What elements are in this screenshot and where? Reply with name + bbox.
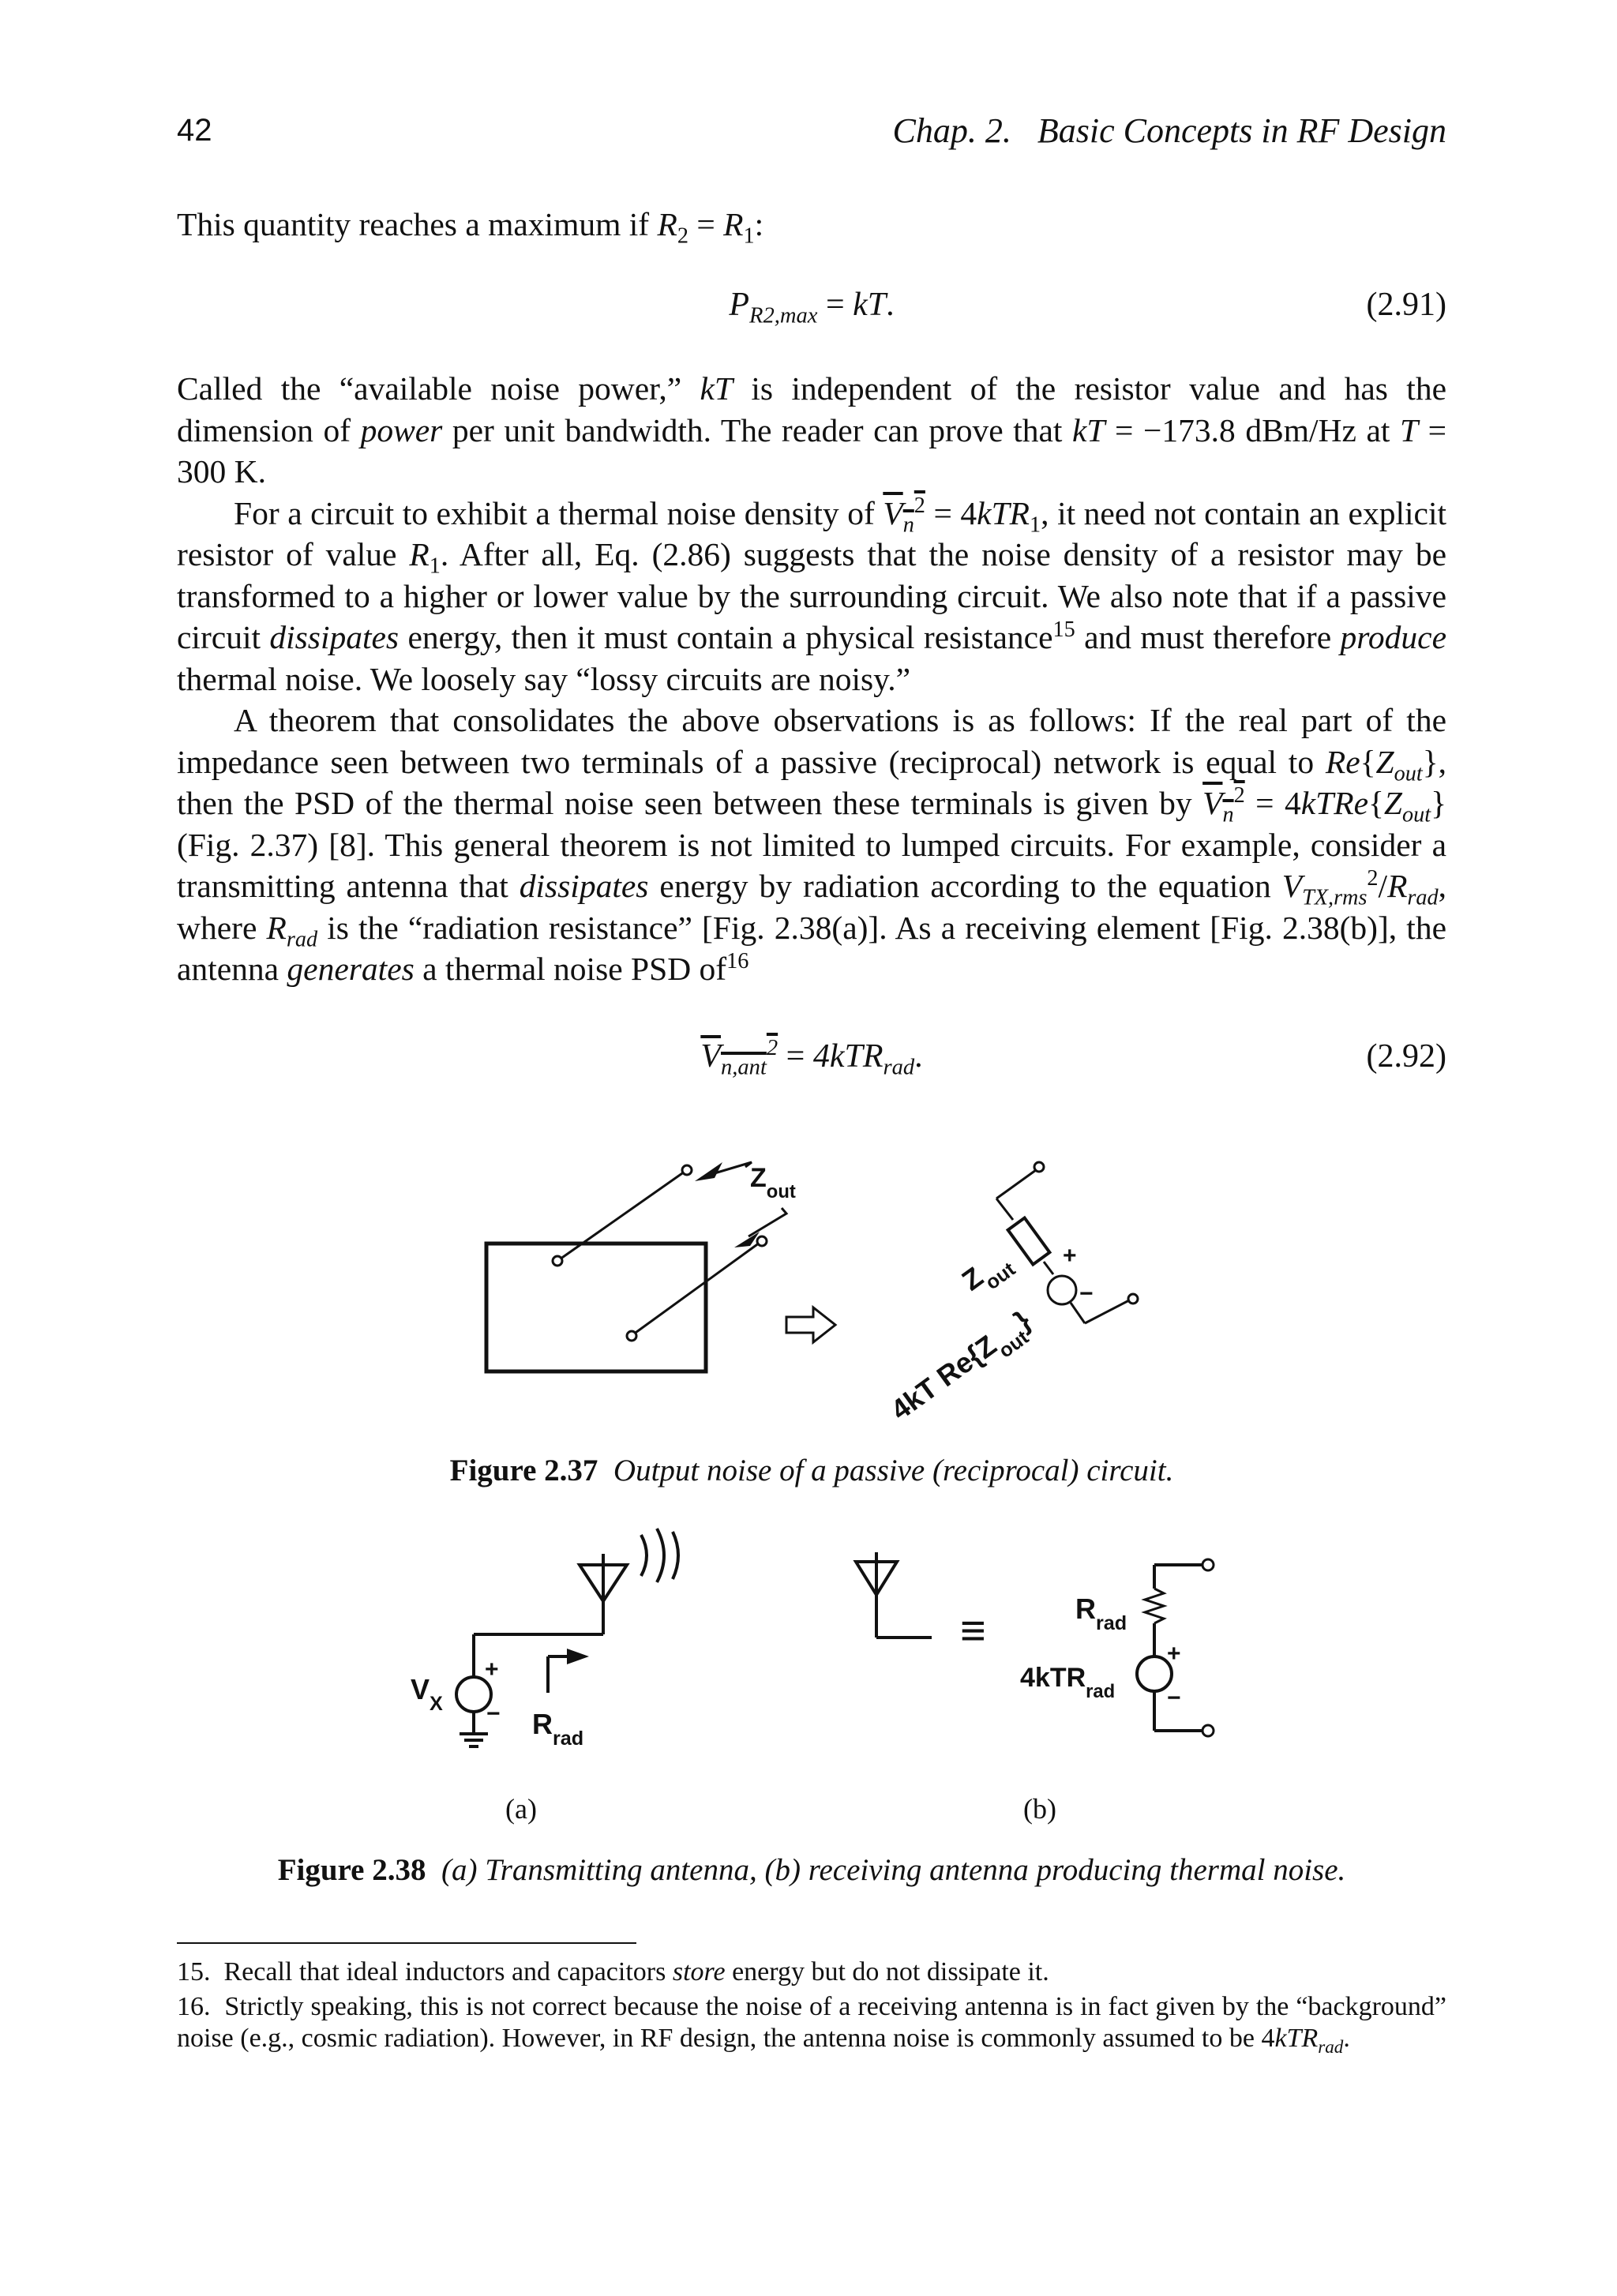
paragraph-1: Called the “available noise power,” kT is independent of the resistor value and has the dimension of power per unit bandwidth. The reader can prove that kT = −173.8 dBm/Hz at T = 300 K. xyxy=(177,370,1447,490)
terminal-line xyxy=(633,1243,760,1334)
equation-number: (2.91) xyxy=(1366,287,1446,323)
plus-sign: + xyxy=(1063,1243,1077,1269)
terminal-node xyxy=(757,1236,767,1246)
terminal-node xyxy=(1128,1294,1138,1304)
caption-label: Figure 2.38 xyxy=(277,1853,426,1887)
footnote-text: Strictly speaking, this is not correct because the noise of a receiving antenna is in fact given by the “background” noise (e.g., cosmic radiation). However, in RF design, the antenna noise is commonly assumed to be 4kTR$_{rad}$. xyxy=(177,1992,1447,2058)
figure-2-37-caption xyxy=(177,1453,1446,1488)
rrad-label-b: $R_{rad}$ xyxy=(1075,1593,1127,1634)
minus-sign: − xyxy=(1079,1281,1094,1307)
equation-expr: $V_{n,ant}^2 = 4kTR_{rad}$. xyxy=(700,1036,923,1080)
paragraph-3: A theorem that consolidates the above observations is as follows: If the real part of the impedance seen between two terminals of a passive (reciprocal) network is equal to $Re\{Z_{out}\}$, then the PSD of the thermal noise seen between these terminals is given by $V_n^2$ = $4kTRe\{Z_{out}\}$ (Fig. 2.37) [8]. This general theorem is not limited to lumped circuits. For example, consider a transmitting antenna that dissipates energy by radiation according to the equation $V_{TX,rms}^2/R_{rad}$, where $R_{rad}$ is the “radiation resistance” [Fig. 2.38(a)]. As a receiving element [Fig. 2.38(b)], the antenna generates a thermal noise PSD $of^{16}$ xyxy=(177,702,1446,987)
terminal-node xyxy=(682,1165,692,1175)
paragraph-2: For a circuit to exhibit a thermal noise density of $V_n^2 = 4kTR_1$, it need not contain an explicit resistor of value $R_1$. After all, Eq. (2.86) suggests that the noise density of a resistor may be transformed to a higher or lower value by the surrounding circuit. We also note that if a passive circuit dissipates energy, then it must contain a physical resistance$^{15}$ and must therefore produce thermal noise. We loosely say “lossy circuits are noisy.” xyxy=(177,493,1447,697)
equivalence-sign: ≡ xyxy=(960,1605,986,1655)
impedance-box xyxy=(1008,1218,1050,1265)
caption-text: Output noise of a passive (reciprocal) circuit. xyxy=(613,1454,1174,1488)
rrad-arrowhead xyxy=(567,1649,589,1664)
footnote-text: Recall that ideal inductors and capacitors store energy but do not dissipate it. xyxy=(223,1957,1049,1986)
terminal-node xyxy=(553,1256,562,1266)
noise-source xyxy=(1048,1276,1076,1304)
terminal-line xyxy=(557,1172,685,1261)
footnote-number: 16. xyxy=(177,1992,211,2021)
subfigure-label-a: (a) xyxy=(505,1793,537,1825)
plus-sign: + xyxy=(1167,1641,1181,1667)
rrad-label-a: $R_{rad}$ xyxy=(532,1708,584,1750)
terminal-node xyxy=(627,1331,636,1341)
equivalence-arrow-icon xyxy=(786,1307,835,1342)
page-number: 42 xyxy=(177,113,212,148)
resistor-rrad xyxy=(1145,1589,1164,1623)
equation-number: (2.92) xyxy=(1366,1038,1446,1075)
equation-expr: $P_{R2,max}$ = kT. xyxy=(729,287,895,328)
terminal-node xyxy=(1202,1725,1214,1736)
noise-source-label: 4kTR$_{rad}$ xyxy=(1020,1663,1116,1702)
footnote-number: 15. xyxy=(177,1957,211,1986)
running-header: Chap. 2. Basic Concepts in RF Design xyxy=(892,111,1446,150)
caption-text: (a) Transmitting antenna, (b) receiving antenna producing thermal noise. xyxy=(441,1853,1346,1887)
radiation-wave-icon xyxy=(641,1535,647,1576)
paragraph-0: This quantity reaches a maximum if $R_2 = R_1$: xyxy=(177,206,764,249)
subfigure-label-b: (b) xyxy=(1023,1793,1056,1825)
minus-sign: − xyxy=(486,1701,501,1727)
footnote-rule xyxy=(177,1942,636,1944)
zout-arrow-line xyxy=(748,1208,786,1236)
footnote-16 xyxy=(177,1991,1447,2058)
noise-source-label: 4kT $Re\{Z_{out}\}$ xyxy=(884,1304,1037,1427)
network-box xyxy=(486,1244,706,1371)
plus-sign: + xyxy=(485,1656,499,1683)
footnote-15 xyxy=(177,1956,1446,1988)
zout-rotated-label: $Z_{out}$ xyxy=(955,1258,1020,1297)
caption-label: Figure 2.37 xyxy=(449,1454,598,1488)
terminal-node xyxy=(1202,1559,1214,1570)
zout-label: $Z_{out}$ xyxy=(750,1163,796,1202)
figure-2-38-diagram xyxy=(0,1500,1617,1753)
minus-sign: − xyxy=(1167,1685,1181,1711)
vx-label: $V_X$ xyxy=(411,1673,443,1715)
figure-2-38-caption xyxy=(177,1852,1446,1888)
